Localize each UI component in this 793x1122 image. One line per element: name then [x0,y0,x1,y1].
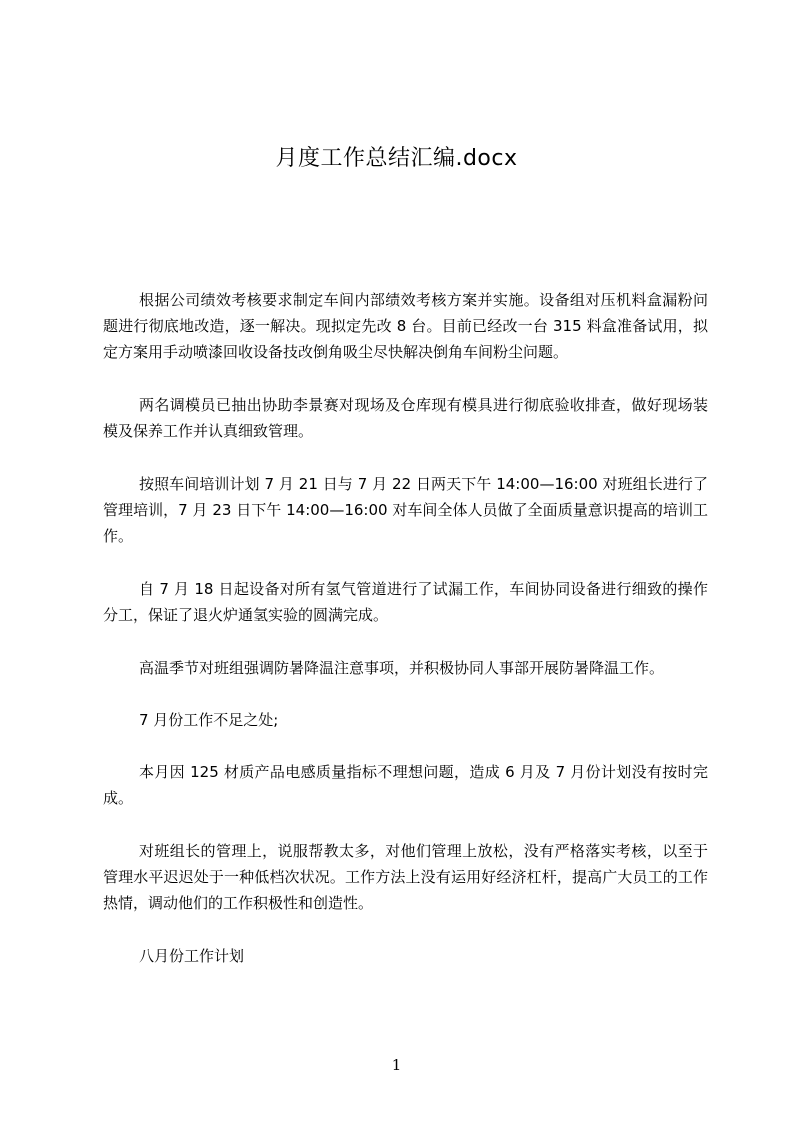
paragraph-training: 按照车间培训计划 7 月 21 日与 7 月 22 日两天下午 14:00—16:00 对班组长进行了管理培训，7 月 23 日下午 14:00—16:00 对车间全体人员做了全面质量意识提高的培训工作。 [103,475,708,545]
paragraph-august-plan-heading: 八月份工作计划 [139,947,245,965]
paragraph-hydrogen-leak-test: 自 7 月 18 日起设备对所有氢气管道进行了试漏工作，车间协同设备进行细致的操作分工，保证了退火炉通氢实验的圆满完成。 [103,580,708,624]
paragraph-quality-issue: 本月因 125 材质产品电感质量指标不理想问题，造成 6 月及 7 月份计划没有按时完成。 [103,763,708,807]
document-body [103,287,708,969]
paragraph-mold-inspection: 两名调模员已抽出协助李景赛对现场及仓库现有模具进行彻底验收排查，做好现场装模及保养工作并认真细致管理。 [103,396,708,440]
document-title: 月度工作总结汇编.docx [275,146,518,171]
paragraph-team-leader-management: 对班组长的管理上，说服帮教太多，对他们管理上放松，没有严格落实考核，以至于管理水平迟迟处于一种低档次状况。工作方法上没有运用好经济杠杆，提高广大员工的工作热情，调动他们的工作积极性和创造性。 [103,842,708,912]
page-number: 1 [391,1056,402,1074]
paragraph-heat-prevention: 高温季节对班组强调防暑降温注意事项，并积极协同人事部开展防暑降温工作。 [139,659,665,677]
paragraph-performance-assessment: 根据公司绩效考核要求制定车间内部绩效考核方案并实施。设备组对压机料盒漏粉问题进行彻底地改造，逐一解决。现拟定先改 8 台。目前已经改一台 315 料盒准备试用，拟定方案用手动喷漆回收设备技改倒角吸尘尽快解决倒角车间粉尘问题。 [103,291,708,361]
paragraph-shortcomings-heading: 7 月份工作不足之处; [139,711,279,729]
